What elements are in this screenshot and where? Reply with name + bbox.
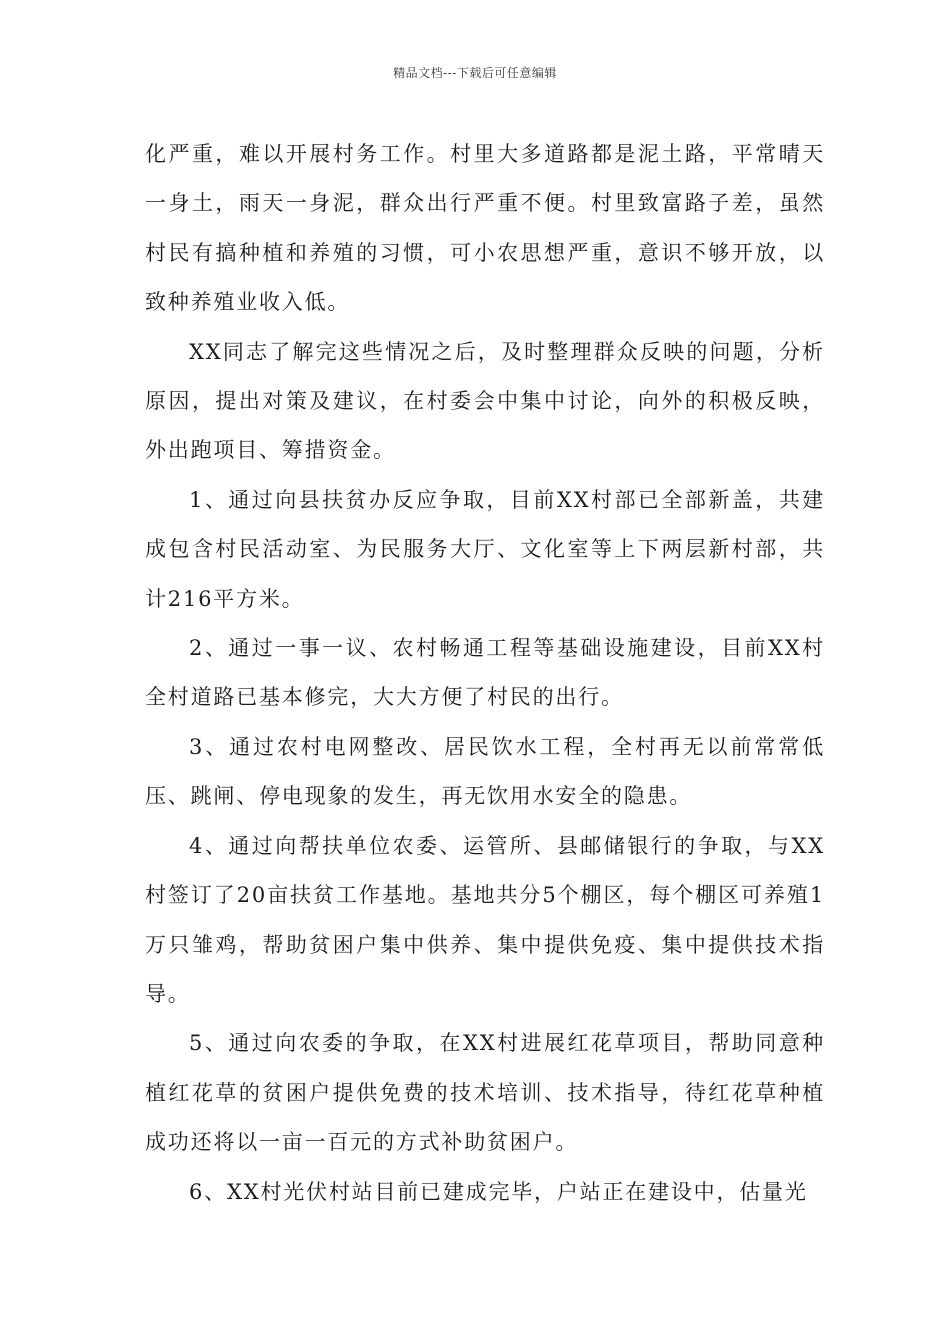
paragraph-continuation: 化严重，难以开展村务工作。村里大多道路都是泥土路，平常晴天一身土，雨天一身泥，群众出行严重不便。村里致富路子差，虽然村民有搞种植和养殖的习惯，可小农思想严重，意识不够开放，以致种养殖业收入低。 (145, 142, 825, 315)
paragraph-item-2: 2、通过一事一议、农村畅通工程等基础设施建设，目前XX村全村道路已基本修完，大大方便了村民的出行。 (145, 636, 825, 710)
paragraph-item-5: 5、通过向农委的争取，在XX村进展红花草项目，帮助同意种植红花草的贫困户提供免费的技术培训、技术指导，待红花草种植成功还将以一亩一百元的方式补助贫困户。 (145, 1031, 825, 1155)
paragraph-item-4: 4、通过向帮扶单位农委、运管所、县邮储银行的争取，与XX村签订了20亩扶贫工作基地。基地共分5个棚区，每个棚区可养殖1万只雏鸡，帮助贫困户集中供养、集中提供免疫、集中提供技术指导。 (145, 833, 825, 1006)
body-text (145, 130, 825, 1217)
paragraph-item-6: 6、XX村光伏村站目前已建成完毕，户站正在建设中，估量光 (189, 1179, 808, 1204)
page-header: 精品文档---下载后可任意编辑 (393, 66, 557, 80)
paragraph-item-3: 3、通过农村电网整改、居民饮水工程，全村再无以前常常低压、跳闸、停电现象的发生，再无饮用水安全的隐患。 (145, 734, 825, 809)
paragraph-item-1: 1、通过向县扶贫办反应争取，目前XX村部已全部新盖，共建成包含村民活动室、为民服务大厅、文化室等上下两层新村部，共计216平方米。 (145, 487, 825, 611)
paragraph-summary: XX同志了解完这些情况之后，及时整理群众反映的问题，分析原因，提出对策及建议，在村委会中集中讨论，向外的积极反映，外出跑项目、筹措资金。 (145, 339, 825, 463)
